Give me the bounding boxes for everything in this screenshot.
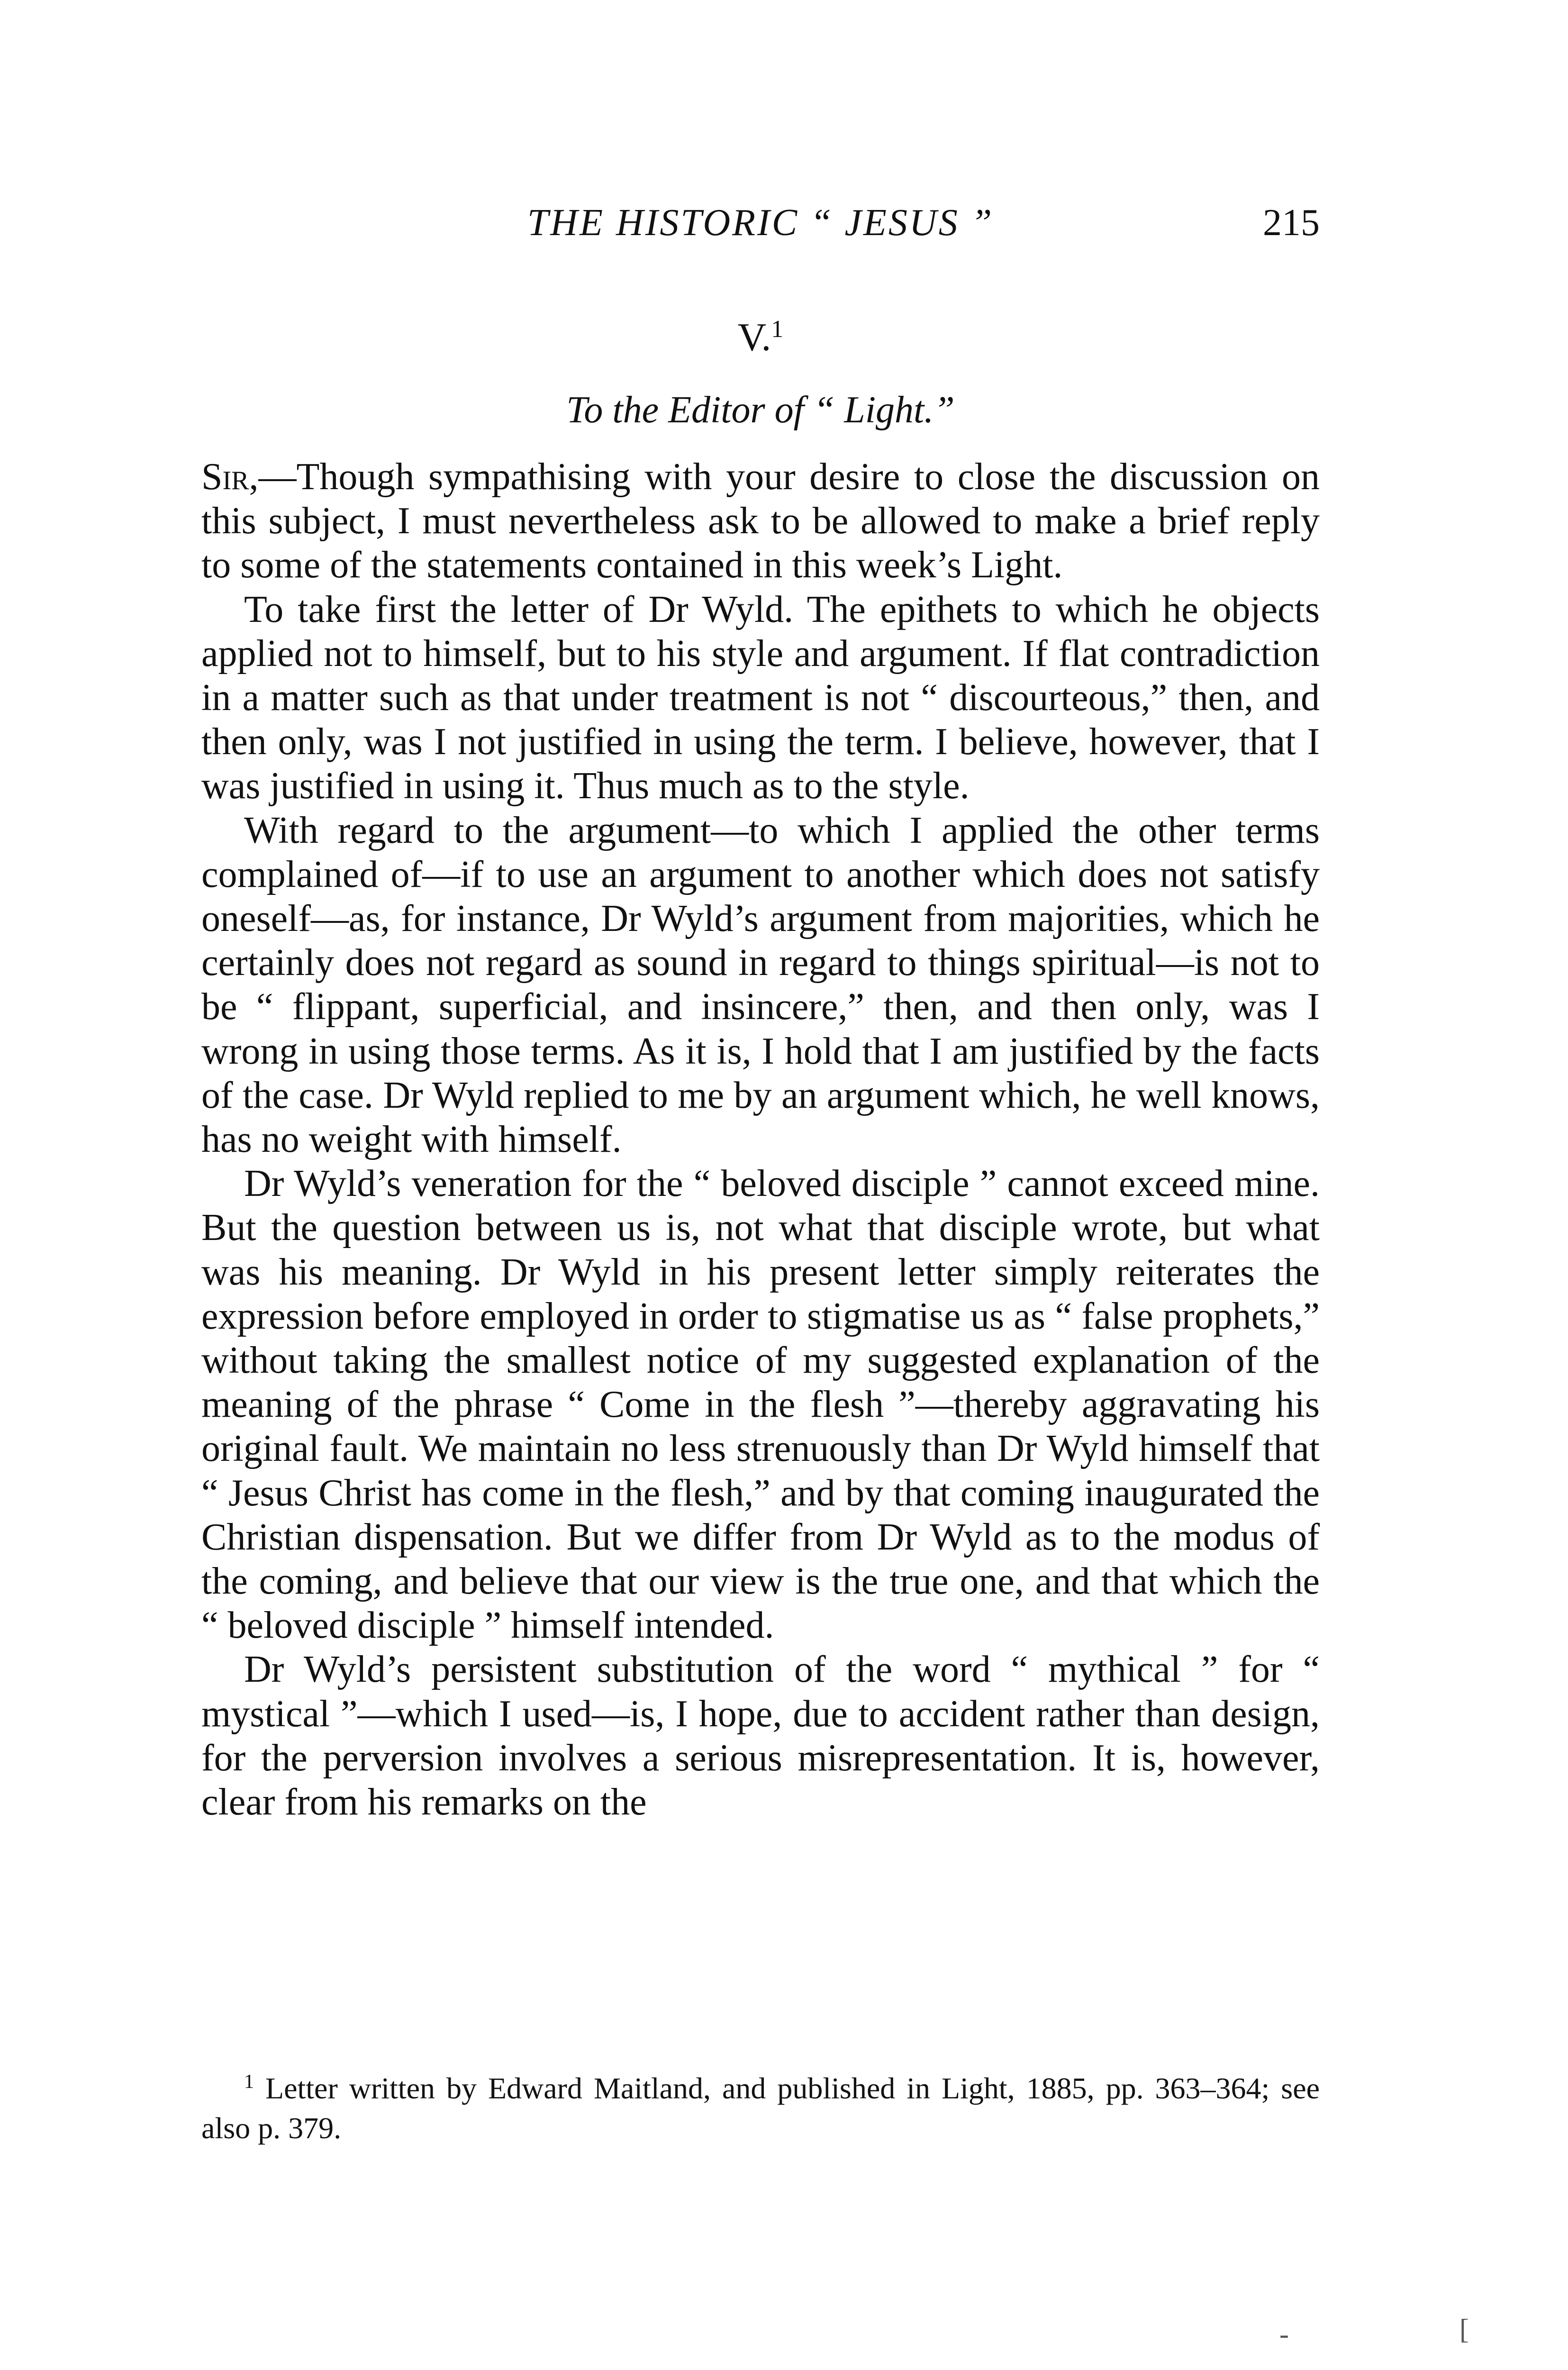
paragraph-1-text: —Though sympathising with your desire to close the discussion on this subject, I must nevertheless ask to be allowed to make a brief reply to some of the statements contained in this week’s Light. [201, 456, 1320, 586]
running-title: THE HISTORIC “ JESUS ” [527, 202, 994, 244]
scan-speck-mark: [ [1459, 2314, 1469, 2345]
footnote-reference: 1 [771, 316, 784, 343]
footnote-marker: 1 [244, 2071, 254, 2093]
letter-heading: To the Editor of “ Light.” [566, 389, 955, 431]
footnote-text: Letter written by Edward Maitland, and published in Light, 1885, pp. 363–364; see also p. 379. [201, 2071, 1320, 2145]
letter-body [201, 455, 1320, 1824]
paragraph-3: With regard to the argument—to which I applied the other terms complained of—if to use an argument to another which does not satisfy oneself—as, for instance, Dr Wyld’s argument from majorities, which he certainly does not regard as sound in regard to things spiritual—is not to be “ flippant, superficial, and insincere,” then, and then only, was I wrong in using those terms. As it is, I hold that I am justified by the facts of the case. Dr Wyld replied to me by an argument which, he well knows, has no weight with himself. [201, 809, 1320, 1161]
salutation: Sir, [201, 456, 259, 498]
paragraph-4: Dr Wyld’s veneration for the “ beloved disciple ” cannot exceed mine. But the question between us is, not what that disciple wrote, but what was his meaning. Dr Wyld in his present letter simply reiterates the expression before employed in order to stigmatise us as “ false prophets,” without taking the smallest notice of my suggested explanation of the meaning of the phrase “ Come in the flesh ”—thereby aggravating his original fault. We maintain no less strenuously than Dr Wyld himself that “ Jesus Christ has come in the flesh,” and by that coming inaugurated the Christian dispensation. But we differ from Dr Wyld as to the modus of the coming, and believe that our view is the true one, and that which the “ beloved disciple ” himself intended. [201, 1163, 1320, 1647]
running-head [201, 197, 1320, 249]
section-number [201, 303, 1320, 364]
paragraph-2: To take first the letter of Dr Wyld. The epithets to which he objects applied not to himself, but to his style and argument. If flat contradiction in a matter such as that under treatment is not “ discourteous,” then, and then only, was I not justified in using the term. I believe, however, that I was justified in using it. Thus much as to the style. [201, 588, 1320, 807]
page-number: 215 [1263, 202, 1320, 244]
paragraph-1 [201, 455, 1320, 588]
section-numeral: V. [737, 315, 771, 359]
paragraph-5: Dr Wyld’s persistent substitution of the word “ mythical ” for “ mystical ”—which I used—is, I hope, due to accident rather than design, for the perversion involves a serious misrepresentation. It is, however, clear from his remarks on the [201, 1649, 1320, 1823]
scan-speck-mark: - [1279, 2318, 1289, 2350]
footnote [201, 2062, 1320, 2148]
